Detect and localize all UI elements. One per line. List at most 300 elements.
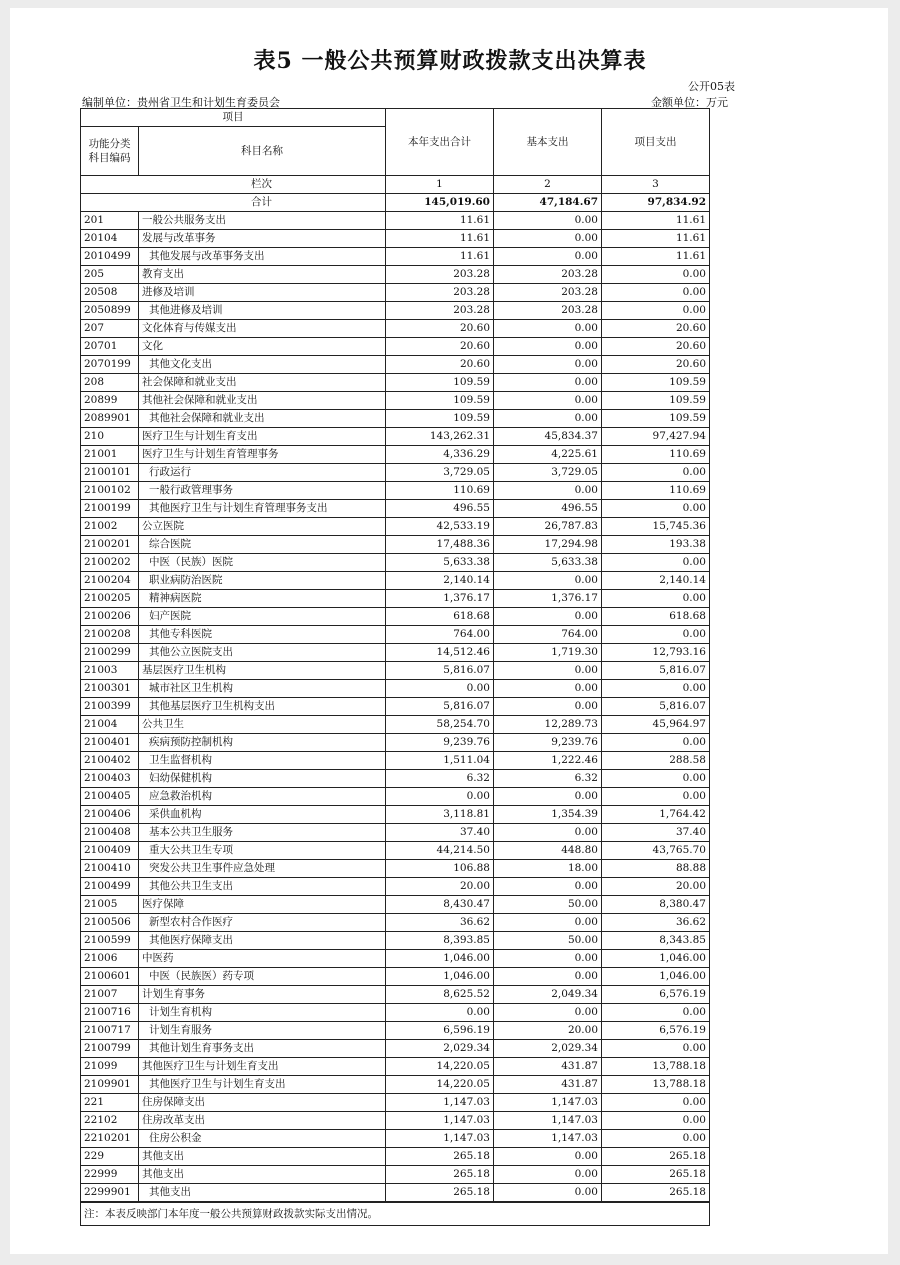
row-total: 14,512.46 [386,644,494,662]
table-row [81,410,710,428]
row-total: 5,633.38 [386,554,494,572]
table-row [81,392,710,410]
row-name: 新型农村合作医疗 [139,914,386,932]
table-row [81,950,710,968]
row-total: 11.61 [386,212,494,230]
header-project: 项目支出 [602,109,710,176]
colnum-label: 栏次 [81,176,386,194]
row-basic: 1,222.46 [494,752,602,770]
row-basic: 764.00 [494,626,602,644]
row-name: 突发公共卫生事件应急处理 [139,860,386,878]
row-project: 88.88 [602,860,710,878]
table-row [81,338,710,356]
row-project: 15,745.36 [602,518,710,536]
row-code: 2089901 [81,410,139,428]
row-total: 17,488.36 [386,536,494,554]
row-name: 采供血机构 [139,806,386,824]
row-name: 其他支出 [139,1184,386,1203]
row-total: 0.00 [386,788,494,806]
row-name: 基层医疗卫生机构 [139,662,386,680]
row-basic: 0.00 [494,320,602,338]
table-row [81,500,710,518]
row-name: 进修及培训 [139,284,386,302]
row-total: 9,239.76 [386,734,494,752]
row-code: 2100717 [81,1022,139,1040]
table-row [81,608,710,626]
row-name: 住房公积金 [139,1130,386,1148]
row-basic: 50.00 [494,932,602,950]
row-basic: 0.00 [494,248,602,266]
row-code: 2299901 [81,1184,139,1203]
row-project: 1,046.00 [602,950,710,968]
row-basic: 431.87 [494,1076,602,1094]
row-basic: 0.00 [494,1166,602,1184]
row-basic: 0.00 [494,680,602,698]
row-name: 重大公共卫生专项 [139,842,386,860]
total-label: 合计 [81,194,386,212]
row-project: 20.00 [602,878,710,896]
row-code: 2100403 [81,770,139,788]
row-name: 计划生育机构 [139,1004,386,1022]
table-row [81,1130,710,1148]
row-name: 其他文化支出 [139,356,386,374]
row-basic: 431.87 [494,1058,602,1076]
row-code: 21002 [81,518,139,536]
row-basic: 0.00 [494,608,602,626]
row-project: 36.62 [602,914,710,932]
table-row [81,680,710,698]
row-project: 8,380.47 [602,896,710,914]
row-total: 265.18 [386,1184,494,1203]
row-name: 基本公共卫生服务 [139,824,386,842]
row-code: 205 [81,266,139,284]
row-code: 2070199 [81,356,139,374]
table-row [81,1166,710,1184]
row-basic: 2,049.34 [494,986,602,1004]
row-total: 764.00 [386,626,494,644]
page-title: 表5 一般公共预算财政拨款支出决算表 [253,48,647,74]
row-total: 1,511.04 [386,752,494,770]
table-row [81,914,710,932]
row-code: 2100204 [81,572,139,590]
row-code: 20508 [81,284,139,302]
row-project: 109.59 [602,410,710,428]
row-project: 12,793.16 [602,644,710,662]
row-project: 0.00 [602,266,710,284]
row-project: 11.61 [602,212,710,230]
row-code: 2100599 [81,932,139,950]
table-row [81,860,710,878]
header-code: 功能分类科目编码 [81,127,139,176]
row-basic: 0.00 [494,698,602,716]
row-total: 143,262.31 [386,428,494,446]
row-basic: 3,729.05 [494,464,602,482]
row-basic: 1,719.30 [494,644,602,662]
row-basic: 0.00 [494,1148,602,1166]
row-project: 20.60 [602,338,710,356]
row-total: 20.60 [386,338,494,356]
row-project: 5,816.07 [602,662,710,680]
row-code: 2100101 [81,464,139,482]
table-row [81,212,710,230]
row-code: 2100410 [81,860,139,878]
row-name: 教育支出 [139,266,386,284]
colnum-3: 3 [602,176,710,194]
row-project: 0.00 [602,680,710,698]
row-basic: 45,834.37 [494,428,602,446]
row-basic: 26,787.83 [494,518,602,536]
row-total: 265.18 [386,1166,494,1184]
row-basic: 12,289.73 [494,716,602,734]
row-basic: 203.28 [494,302,602,320]
row-total: 2,140.14 [386,572,494,590]
row-code: 20701 [81,338,139,356]
row-name: 其他公共卫生支出 [139,878,386,896]
row-code: 201 [81,212,139,230]
row-project: 45,964.97 [602,716,710,734]
colnum-1: 1 [386,176,494,194]
row-name: 其他计划生育事务支出 [139,1040,386,1058]
table-row [81,644,710,662]
row-project: 13,788.18 [602,1076,710,1094]
table-row [81,806,710,824]
row-code: 21007 [81,986,139,1004]
row-basic: 0.00 [494,950,602,968]
table-row [81,446,710,464]
table-row [81,266,710,284]
total-row [81,194,710,212]
row-basic: 496.55 [494,500,602,518]
row-total: 618.68 [386,608,494,626]
table-row [81,320,710,338]
table-row [81,1040,710,1058]
row-total: 1,147.03 [386,1112,494,1130]
row-basic: 0.00 [494,878,602,896]
row-project: 43,765.70 [602,842,710,860]
row-project: 11.61 [602,248,710,266]
row-project: 265.18 [602,1184,710,1203]
row-code: 2100408 [81,824,139,842]
table-row [81,824,710,842]
table-row [81,932,710,950]
table-row [81,986,710,1004]
row-project: 110.69 [602,482,710,500]
table-row [81,536,710,554]
row-basic: 0.00 [494,788,602,806]
row-name: 公共卫生 [139,716,386,734]
row-basic: 203.28 [494,266,602,284]
row-total: 1,046.00 [386,950,494,968]
row-basic: 203.28 [494,284,602,302]
row-total: 0.00 [386,680,494,698]
row-project: 0.00 [602,1130,710,1148]
header-name: 科目名称 [139,127,386,176]
row-code: 2100201 [81,536,139,554]
row-name: 中医药 [139,950,386,968]
row-total: 8,393.85 [386,932,494,950]
table-row [81,230,710,248]
table-row [81,788,710,806]
row-basic: 0.00 [494,410,602,428]
row-code: 2100405 [81,788,139,806]
colnum-2: 2 [494,176,602,194]
amount-unit: 金额单位：万元 [651,96,728,109]
row-project: 0.00 [602,284,710,302]
row-project: 0.00 [602,590,710,608]
row-code: 2109901 [81,1076,139,1094]
row-code: 2100409 [81,842,139,860]
table-note: 注：本表反映部门本年度一般公共预算财政拨款实际支出情况。 [81,1202,710,1226]
row-name: 公立医院 [139,518,386,536]
table-row [81,248,710,266]
row-total: 109.59 [386,374,494,392]
row-project: 0.00 [602,1112,710,1130]
row-project: 8,343.85 [602,932,710,950]
row-basic: 448.80 [494,842,602,860]
row-total: 14,220.05 [386,1076,494,1094]
row-basic: 18.00 [494,860,602,878]
row-project: 288.58 [602,752,710,770]
row-name: 精神病医院 [139,590,386,608]
row-total: 5,816.07 [386,698,494,716]
row-code: 2100202 [81,554,139,572]
row-name: 其他社会保障和就业支出 [139,392,386,410]
row-total: 8,430.47 [386,896,494,914]
row-project: 6,576.19 [602,986,710,1004]
row-code: 2100406 [81,806,139,824]
row-name: 住房保障支出 [139,1094,386,1112]
row-name: 发展与改革事务 [139,230,386,248]
table-row [81,770,710,788]
table-row [81,1148,710,1166]
row-name: 社会保障和就业支出 [139,374,386,392]
row-project: 109.59 [602,374,710,392]
row-basic: 1,147.03 [494,1094,602,1112]
row-name: 文化体育与传媒支出 [139,320,386,338]
row-code: 21005 [81,896,139,914]
row-code: 2050899 [81,302,139,320]
row-code: 22999 [81,1166,139,1184]
row-name: 其他专科医院 [139,626,386,644]
row-code: 21099 [81,1058,139,1076]
row-basic: 20.00 [494,1022,602,1040]
row-code: 2100299 [81,644,139,662]
row-basic: 0.00 [494,356,602,374]
row-basic: 5,633.38 [494,554,602,572]
table-row [81,1094,710,1112]
row-project: 0.00 [602,302,710,320]
row-basic: 1,354.39 [494,806,602,824]
row-project: 1,046.00 [602,968,710,986]
row-name: 妇幼保健机构 [139,770,386,788]
table-row [81,590,710,608]
row-name: 城市社区卫生机构 [139,680,386,698]
row-name: 其他发展与改革事务支出 [139,248,386,266]
row-project: 0.00 [602,1040,710,1058]
row-total: 20.60 [386,356,494,374]
row-name: 医疗卫生与计划生育支出 [139,428,386,446]
row-name: 其他社会保障和就业支出 [139,410,386,428]
row-code: 2210201 [81,1130,139,1148]
row-project: 20.60 [602,320,710,338]
table-row [81,356,710,374]
row-name: 中医（民族）医院 [139,554,386,572]
row-name: 应急救治机构 [139,788,386,806]
row-basic: 1,376.17 [494,590,602,608]
row-code: 2100506 [81,914,139,932]
row-code: 2100402 [81,752,139,770]
row-code: 229 [81,1148,139,1166]
row-name: 卫生监督机构 [139,752,386,770]
row-name: 其他进修及培训 [139,302,386,320]
total-basic: 47,184.67 [494,194,602,212]
table-row [81,1004,710,1022]
row-project: 0.00 [602,734,710,752]
table-row [81,518,710,536]
table-row [81,734,710,752]
row-basic: 0.00 [494,374,602,392]
row-total: 5,816.07 [386,662,494,680]
row-basic: 0.00 [494,338,602,356]
table-row [81,464,710,482]
row-basic: 2,029.34 [494,1040,602,1058]
table-row [81,752,710,770]
row-project: 265.18 [602,1166,710,1184]
row-total: 1,147.03 [386,1094,494,1112]
row-total: 109.59 [386,392,494,410]
row-total: 1,147.03 [386,1130,494,1148]
row-basic: 0.00 [494,212,602,230]
note-row [81,1202,710,1226]
row-name: 住房改革支出 [139,1112,386,1130]
total-project: 97,834.92 [602,194,710,212]
row-basic: 4,225.61 [494,446,602,464]
table-row [81,482,710,500]
row-project: 6,576.19 [602,1022,710,1040]
row-basic: 0.00 [494,482,602,500]
row-basic: 0.00 [494,392,602,410]
row-total: 3,729.05 [386,464,494,482]
row-total: 14,220.05 [386,1058,494,1076]
row-total: 496.55 [386,500,494,518]
row-name: 一般公共服务支出 [139,212,386,230]
row-code: 2100716 [81,1004,139,1022]
row-code: 221 [81,1094,139,1112]
row-name: 中医（民族医）药专项 [139,968,386,986]
table-row [81,842,710,860]
total-sum: 145,019.60 [386,194,494,212]
table-row [81,626,710,644]
row-total: 2,029.34 [386,1040,494,1058]
header-total: 本年支出合计 [386,109,494,176]
table-row [81,1022,710,1040]
row-project: 1,764.42 [602,806,710,824]
row-basic: 6.32 [494,770,602,788]
table-row [81,1112,710,1130]
header-basic: 基本支出 [494,109,602,176]
row-total: 44,214.50 [386,842,494,860]
row-name: 其他医疗卫生与计划生育支出 [139,1058,386,1076]
row-name: 其他公立医院支出 [139,644,386,662]
row-name: 疾病预防控制机构 [139,734,386,752]
row-project: 97,427.94 [602,428,710,446]
table-row [81,662,710,680]
row-total: 106.88 [386,860,494,878]
row-code: 2100399 [81,698,139,716]
row-name: 其他医疗卫生与计划生育支出 [139,1076,386,1094]
table-row [81,572,710,590]
row-name: 医疗卫生与计划生育管理事务 [139,446,386,464]
table-row [81,878,710,896]
row-project: 0.00 [602,464,710,482]
table-row [81,1076,710,1094]
row-basic: 50.00 [494,896,602,914]
row-name: 其他医疗卫生与计划生育管理事务支出 [139,500,386,518]
row-name: 其他支出 [139,1148,386,1166]
row-name: 一般行政管理事务 [139,482,386,500]
row-project: 2,140.14 [602,572,710,590]
row-name: 综合医院 [139,536,386,554]
table-row [81,896,710,914]
row-project: 0.00 [602,770,710,788]
row-basic: 0.00 [494,1184,602,1203]
row-code: 21003 [81,662,139,680]
row-total: 4,336.29 [386,446,494,464]
table-row [81,1184,710,1203]
row-basic: 0.00 [494,230,602,248]
row-project: 37.40 [602,824,710,842]
table-row [81,374,710,392]
table-row [81,554,710,572]
form-number: 公开05表 [688,80,735,93]
row-total: 36.62 [386,914,494,932]
row-total: 203.28 [386,284,494,302]
row-total: 1,046.00 [386,968,494,986]
row-total: 11.61 [386,230,494,248]
row-basic: 0.00 [494,1004,602,1022]
row-project: 0.00 [602,500,710,518]
row-code: 21001 [81,446,139,464]
row-project: 193.38 [602,536,710,554]
table-row [81,1058,710,1076]
expenditure-table [80,108,710,1226]
row-total: 6,596.19 [386,1022,494,1040]
row-project: 5,816.07 [602,698,710,716]
row-code: 20899 [81,392,139,410]
row-name: 其他支出 [139,1166,386,1184]
row-code: 2100206 [81,608,139,626]
row-project: 618.68 [602,608,710,626]
row-code: 21006 [81,950,139,968]
row-total: 6.32 [386,770,494,788]
row-basic: 1,147.03 [494,1112,602,1130]
row-total: 110.69 [386,482,494,500]
table-row [81,698,710,716]
row-code: 210 [81,428,139,446]
row-basic: 0.00 [494,572,602,590]
row-code: 207 [81,320,139,338]
table-row [81,716,710,734]
row-name: 医疗保障 [139,896,386,914]
row-total: 37.40 [386,824,494,842]
row-project: 109.59 [602,392,710,410]
row-total: 3,118.81 [386,806,494,824]
row-code: 2100799 [81,1040,139,1058]
row-total: 8,625.52 [386,986,494,1004]
row-project: 20.60 [602,356,710,374]
row-code: 2100401 [81,734,139,752]
row-project: 11.61 [602,230,710,248]
